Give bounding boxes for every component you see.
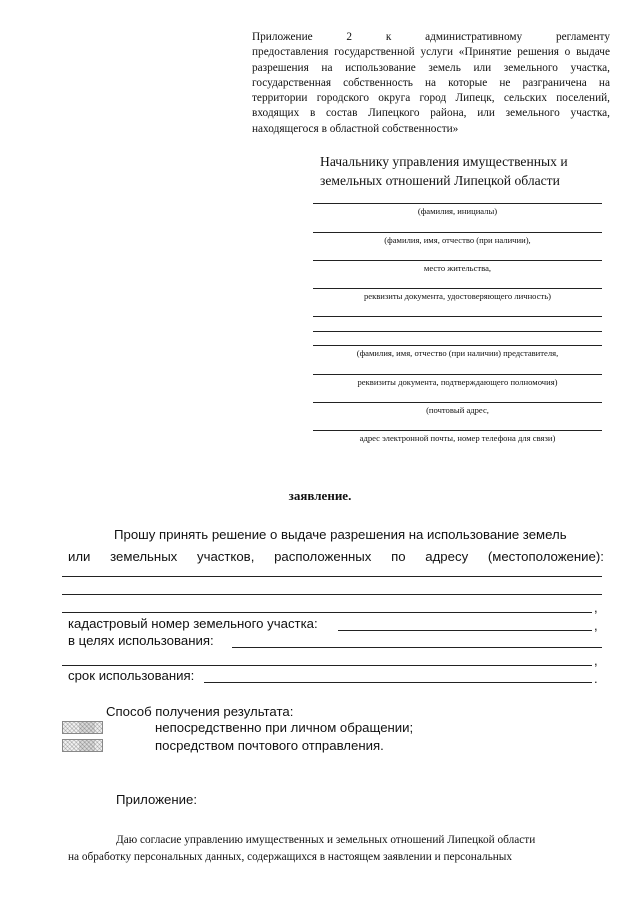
applicant-full-name-field[interactable] (313, 232, 602, 233)
addressee-line: земельных отношений Липецкой области (320, 173, 560, 188)
annex-word: к (385, 31, 392, 43)
consent-line: на обработку персональных данных, содержащихся в настоящем заявлении и персональных (68, 851, 513, 863)
option-mail-checkbox[interactable] (62, 739, 103, 752)
purpose-label: в целях использования: (68, 633, 214, 648)
cadastral-number-field[interactable] (338, 630, 592, 631)
representative-authority-field[interactable] (313, 374, 602, 375)
annex-word: административному (425, 31, 523, 43)
comma-mark: , (594, 600, 598, 615)
blank-field[interactable] (313, 316, 602, 317)
request-word: (местоположение): (487, 549, 604, 564)
term-label: срок использования: (68, 668, 195, 683)
cadastral-label: кадастровый номер земельного участка: (68, 616, 318, 631)
consent-line: Даю согласие управлению имущественных и земельных отношений Липецкой области (116, 834, 536, 846)
blank-field[interactable] (313, 331, 602, 332)
addressee (320, 152, 610, 190)
comma-mark: , (594, 653, 598, 668)
annex-word: регламенту (555, 31, 610, 43)
request-word: участков, (197, 549, 255, 564)
applicant-short-name-field[interactable] (313, 203, 602, 204)
applicant-residence-field[interactable] (313, 260, 602, 261)
option-personal-label: непосредственно при личном обращении; (155, 720, 414, 735)
annex-first-line (252, 30, 610, 45)
request-word: или (68, 549, 91, 564)
request-word: по (391, 549, 406, 564)
consent-paragraph (68, 832, 604, 866)
annex-word: Приложение (252, 31, 313, 43)
request-line (68, 546, 604, 568)
option-mail-label: посредством почтового отправления. (155, 738, 384, 753)
annex-word: 2 (346, 31, 353, 43)
request-word: адресу (425, 549, 469, 564)
caption-id-document: реквизиты документа, удостоверяющего личность) (363, 291, 552, 301)
term-field[interactable] (204, 682, 592, 683)
applicant-id-document-field[interactable] (313, 288, 602, 289)
document-title: заявление. (288, 488, 352, 503)
caption-residence: место жительства, (423, 263, 492, 273)
request-line: Прошу принять решение о выдаче разрешения на использование земель (114, 527, 567, 542)
postal-address-field[interactable] (313, 402, 602, 403)
caption-postal-address: (почтовый адрес, (426, 405, 489, 415)
comma-mark: , (594, 618, 598, 633)
caption-representative-authority: реквизиты документа, подтверждающего полномочия) (357, 377, 558, 387)
address-line-1[interactable] (62, 576, 602, 577)
request-paragraph (68, 524, 604, 568)
purpose-field-continued[interactable] (62, 665, 592, 666)
addressee-line: Начальнику управления имущественных и (320, 154, 568, 169)
request-word: земельных (110, 549, 178, 564)
caption-full-name: (фамилия, имя, отчество (при наличии), (384, 235, 531, 245)
address-line-3[interactable] (62, 612, 592, 613)
address-line-2[interactable] (62, 594, 602, 595)
caption-representative-name: (фамилия, имя, отчество (при наличии) представителя, (356, 348, 559, 358)
result-method-heading: Способ получения результата: (106, 704, 294, 719)
caption-email-phone: адрес электронной почты, номер телефона для связи) (359, 433, 556, 443)
email-phone-field[interactable] (313, 430, 602, 431)
representative-name-field[interactable] (313, 345, 602, 346)
option-personal-checkbox[interactable] (62, 721, 103, 734)
annex-header (252, 30, 610, 137)
attachment-heading: Приложение: (116, 792, 198, 807)
request-word: расположенных (274, 549, 372, 564)
purpose-field[interactable] (232, 647, 602, 648)
caption-short-name: (фамилия, инициалы) (417, 206, 498, 216)
annex-text: предоставления государственной услуги «Принятие решения о выдаче разрешения на использование земель или земельного участка, государственная собственность на которые не разграничена на территории городского округа город Липецк, сельских поселений, входящих в состав Липецкого района, или земельного участка, находящегося в областной собственности» (252, 46, 610, 135)
period-mark: . (594, 671, 598, 686)
